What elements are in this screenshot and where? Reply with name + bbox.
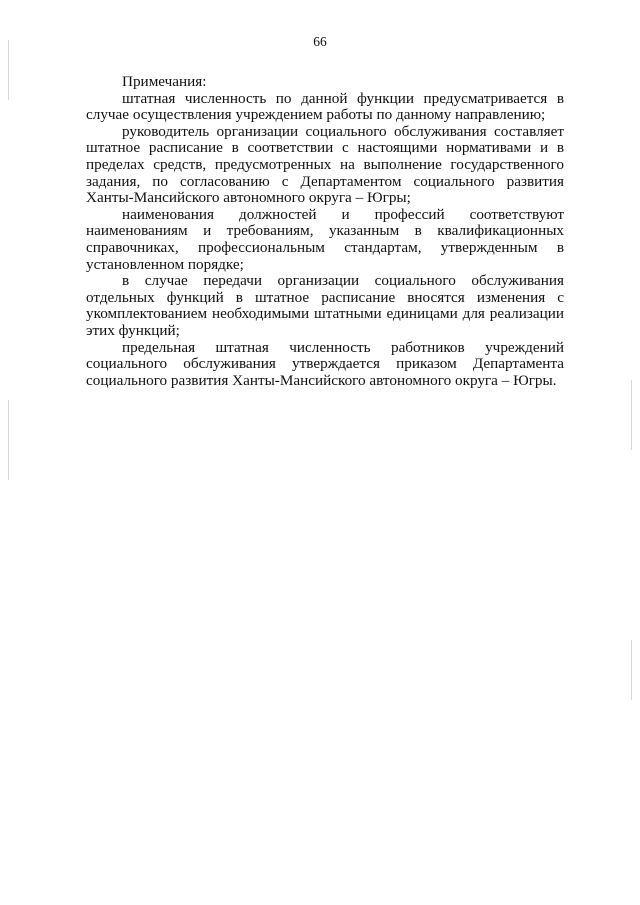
scan-edge-mark [8,400,9,480]
notes-section [86,74,564,389]
scan-edge-mark [631,640,632,700]
scan-edge-mark [631,380,632,450]
note-paragraph: наименования должностей и профессий соответствуют наименованиям и требованиям, указанным в квалификационных справочниках, профессиональным стандартам, утвержденным в установленном порядке; [86,205,564,273]
note-paragraph: в случае передачи организации социального обслуживания отдельных функций в штатное расписание вносятся изменения с укомплектованием необходимыми штатными единицами для реализации этих функций; [86,272,564,339]
note-paragraph: предельная штатная численность работников учреждений социального обслуживания утверждается приказом Департамента социального развития Ханты-Мансийского автономного округа – Югры. [86,338,564,389]
note-paragraph: руководитель организации социального обслуживания составляет штатное расписание в соответствии с настоящими нормативами и в пределах средств, предусмотренных на выполнение государственного задания, по согласованию с Департаментом социального развития Ханты-Мансийского автономного округа – Югры; [86,122,564,207]
page-number: 66 [313,34,327,49]
notes-heading: Примечания: [122,73,207,90]
note-paragraph: штатная численность по данной функции предусматривается в случае осуществления учреждением работы по данному направлению; [86,89,564,124]
